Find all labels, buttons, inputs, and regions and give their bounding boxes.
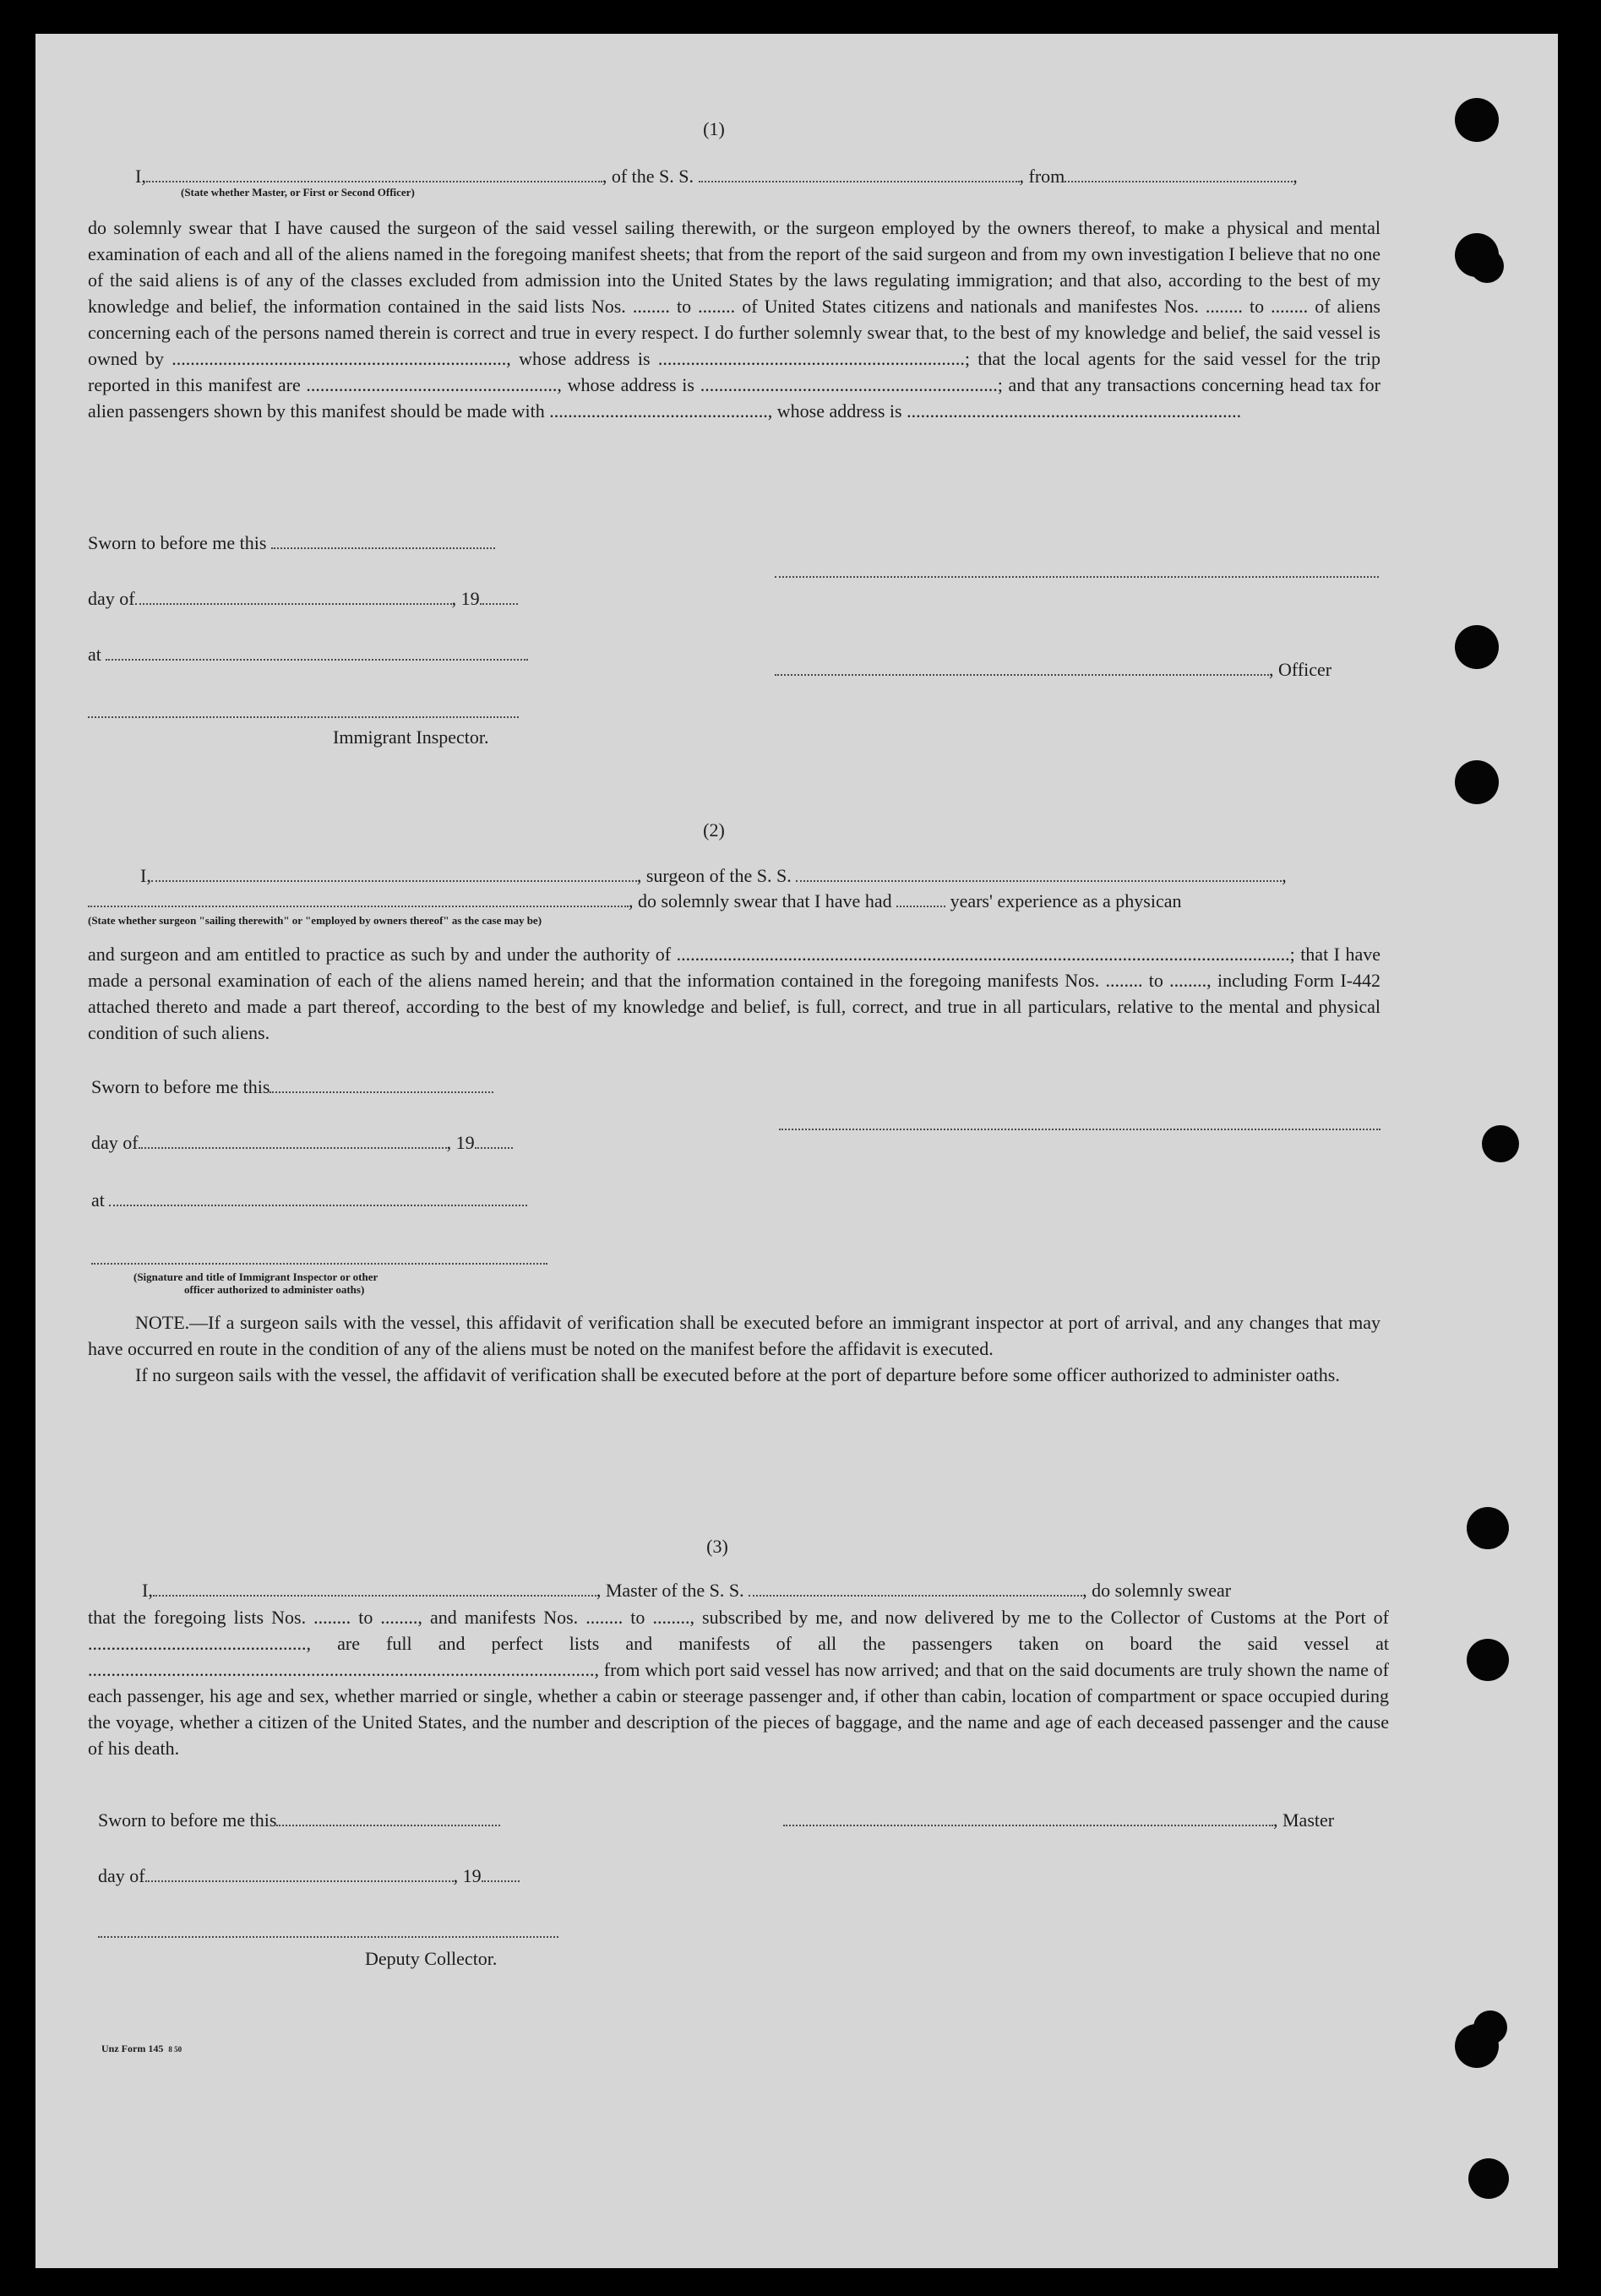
sworn-line-3: [98, 1808, 500, 1833]
form-number: [101, 2043, 182, 2056]
section-2-body-text: and surgeon and am entitled to practice as such by and under the authority of ....................................................................................................................................; that I have made a personal examination of each of the aliens named herein; and that the information contained in the foregoing manifests Nos. ........ to ........, including Form I-442 attached thereto and made a part thereof, according to the best of my knowledge and belief, is full, correct, and true in all particulars, relative to the mental and physical condition of such aliens.: [88, 944, 1380, 1043]
years-experience-label: years' experience as a physican: [950, 890, 1182, 911]
year-label: , 19: [446, 1132, 475, 1153]
year-field-3[interactable]: [482, 1865, 520, 1882]
section-2-number: (2): [703, 819, 725, 841]
day-of-label: day of: [91, 1132, 139, 1153]
surgeon-status-note: (State whether surgeon "sailing therewith" or "employed by owners thereof" as the case may be): [88, 914, 542, 927]
signature-note-2: officer authorized to administer oaths): [184, 1283, 365, 1296]
officer-title-field[interactable]: [775, 659, 1269, 676]
year-field-2[interactable]: [475, 1132, 513, 1149]
section-1-oath-line: I, , of the S. S. , from ,: [135, 166, 1298, 187]
deputy-collector-label: Deputy Collector.: [365, 1948, 498, 1969]
form-id: Unz Form 145: [101, 2043, 164, 2054]
day-of-label: day of: [98, 1865, 145, 1886]
surgeon-signature-field[interactable]: [779, 1129, 1380, 1130]
of-ss-label: , of the S. S.: [602, 166, 694, 187]
master-of-ss-label: , Master of the S. S.: [596, 1580, 744, 1601]
binder-hole-icon: [1455, 760, 1499, 804]
binder-hole-icon: [1482, 1125, 1519, 1162]
binder-hole-icon: [1470, 249, 1504, 283]
sworn-label: Sworn to before me this: [98, 1809, 277, 1831]
at-label: at: [91, 1189, 105, 1211]
section-1-body-text: do solemnly swear that I have caused the surgeon of the said vessel sailing therewith, or the surgeon employed by the owners thereof, to make a physical and mental examination of each and all of the aliens named in the foregoing manifest sheets; that from the report of the said surgeon and from my own investigation I believe that no one of the said aliens is of any of the classes excluded from admission into the United States by the laws regulating immigration; and that also, according to the best of my knowledge and belief, the information contained in the said lists Nos. ........ to ........ of United States citizens and nationals and manifestes Nos. ........ to ........ of aliens concerning each of the persons named therein is correct and true in every respect. I do further solemnly swear that, to the best of my knowledge and belief, the said vessel is owned by ........................................................................, whose address is ..................................................................; that the local agents for the said vessel for the trip reported in this manifest are ......................................................, whose address is ................................................................; and that any transactions concerning head tax for alien passengers shown by this manifest should be made with ..............................................., whose address is ........................................................................: [88, 217, 1380, 422]
sworn-date-field-2[interactable]: [270, 1076, 493, 1093]
master-name-field[interactable]: [153, 1580, 596, 1597]
year-field-1[interactable]: [480, 588, 518, 605]
section-1-number: (1): [703, 118, 725, 139]
section-3-number: (3): [706, 1536, 728, 1557]
section-2-experience-line: [88, 889, 1182, 914]
officer-line: [775, 657, 1331, 683]
inspector-signature-field[interactable]: [88, 716, 519, 718]
note-paragraph-2: If no surgeon sails with the vessel, the affidavit of verification shall be executed before at the port of departure before some officer authorized to administer oaths.: [135, 1364, 1340, 1385]
document-page: [35, 34, 1558, 2268]
sworn-label: Sworn to before me this: [88, 532, 267, 553]
day-of-field-3[interactable]: [145, 1865, 454, 1882]
surgeon-name-field[interactable]: [151, 865, 637, 882]
inspector-signature-field-2[interactable]: [91, 1263, 547, 1265]
officer-name-field[interactable]: [146, 166, 602, 182]
years-experience-field[interactable]: [896, 890, 945, 907]
section-2-body: [88, 941, 1380, 1046]
note-block: [88, 1309, 1380, 1388]
day-of-line-1: [88, 586, 518, 612]
officer-role-note: (State whether Master, or First or Second Officer): [181, 186, 415, 199]
from-port-field[interactable]: [1065, 166, 1293, 182]
day-of-label: day of: [88, 588, 135, 609]
surgeon-vessel-field[interactable]: [796, 865, 1282, 882]
at-field-2[interactable]: [109, 1189, 527, 1206]
binder-hole-icon: [1455, 625, 1499, 669]
solemnly-swear-label: , do solemnly swear that I have had: [629, 890, 892, 911]
section-3-oath-line: [142, 1578, 1231, 1603]
at-field-1[interactable]: [106, 644, 528, 661]
binder-hole-icon: [1473, 2010, 1507, 2044]
section-1-body: [88, 215, 1380, 424]
pronoun-i: I,: [140, 865, 151, 886]
year-label: , 19: [451, 588, 480, 609]
deputy-signature-field[interactable]: [98, 1936, 558, 1938]
day-of-line-2: [91, 1130, 513, 1156]
immigrant-inspector-label: Immigrant Inspector.: [333, 726, 489, 748]
day-of-line-3: [98, 1863, 520, 1889]
at-line-2: [91, 1188, 527, 1213]
vessel-name-field[interactable]: [699, 166, 1020, 182]
sworn-line-1: [88, 530, 495, 556]
master-signature-line: [783, 1808, 1334, 1833]
section-3-body-text: that the foregoing lists Nos. ........ to ........, and manifests Nos. ........ to ........, subscribed by me, and now delivered by me to the Collector of Customs at the Port of ..............................................., are full and perfect lists and manifests of all the passengers taken on board the said vessel at ............................................................................................................., from which port said vessel has now arrived; and that on the said documents are truly shown the name of each passenger, his age and sex, whether married or single, whether a cabin or steerage passenger and, if other than cabin, location of compartment or space occupied during the voyage, whether a citizen of the United States, and the number and description of the pieces of baggage, and the name and age of each deceased passenger and the cause of his death.: [88, 1607, 1389, 1759]
surgeon-status-field[interactable]: [88, 890, 629, 907]
master-label: , Master: [1273, 1809, 1335, 1831]
note-paragraph-1: NOTE.—If a surgeon sails with the vessel, this affidavit of verification shall be executed before an immigrant inspector at port of arrival, and any changes that may have occurred en route in the condition of any of the aliens must be noted on the manifest before the affidavit is executed.: [88, 1312, 1380, 1359]
binder-hole-icon: [1455, 98, 1499, 142]
master-vessel-field[interactable]: [749, 1580, 1082, 1597]
binder-hole-icon: [1467, 1507, 1509, 1549]
sworn-label: Sworn to before me this: [91, 1076, 270, 1097]
section-3-body: [88, 1604, 1389, 1761]
day-of-field-2[interactable]: [139, 1132, 447, 1149]
sworn-line-2: [91, 1075, 493, 1100]
master-signature-field[interactable]: [783, 1809, 1273, 1826]
officer-signature-field[interactable]: [775, 576, 1379, 578]
sworn-date-field-3[interactable]: [276, 1809, 500, 1826]
form-code: 8 50: [168, 2045, 182, 2054]
year-label: , 19: [453, 1865, 482, 1886]
pronoun-i: I,: [142, 1580, 153, 1601]
pronoun-i: I,: [135, 166, 146, 187]
day-of-field-1[interactable]: [135, 588, 452, 605]
signature-note-1: (Signature and title of Immigrant Inspector or other: [133, 1270, 378, 1283]
at-label: at: [88, 644, 101, 665]
sworn-date-field-1[interactable]: [271, 532, 495, 549]
from-label: , from: [1019, 166, 1065, 187]
solemnly-swear-label-3: , do solemnly swear: [1082, 1580, 1232, 1601]
section-2-oath-line: I, , surgeon of the S. S. ,: [140, 865, 1287, 886]
binder-hole-icon: [1467, 1639, 1509, 1681]
surgeon-of-ss-label: , surgeon of the S. S.: [636, 865, 792, 886]
officer-label: , Officer: [1269, 659, 1332, 680]
binder-hole-icon: [1468, 2158, 1509, 2199]
at-line-1: [88, 642, 528, 667]
